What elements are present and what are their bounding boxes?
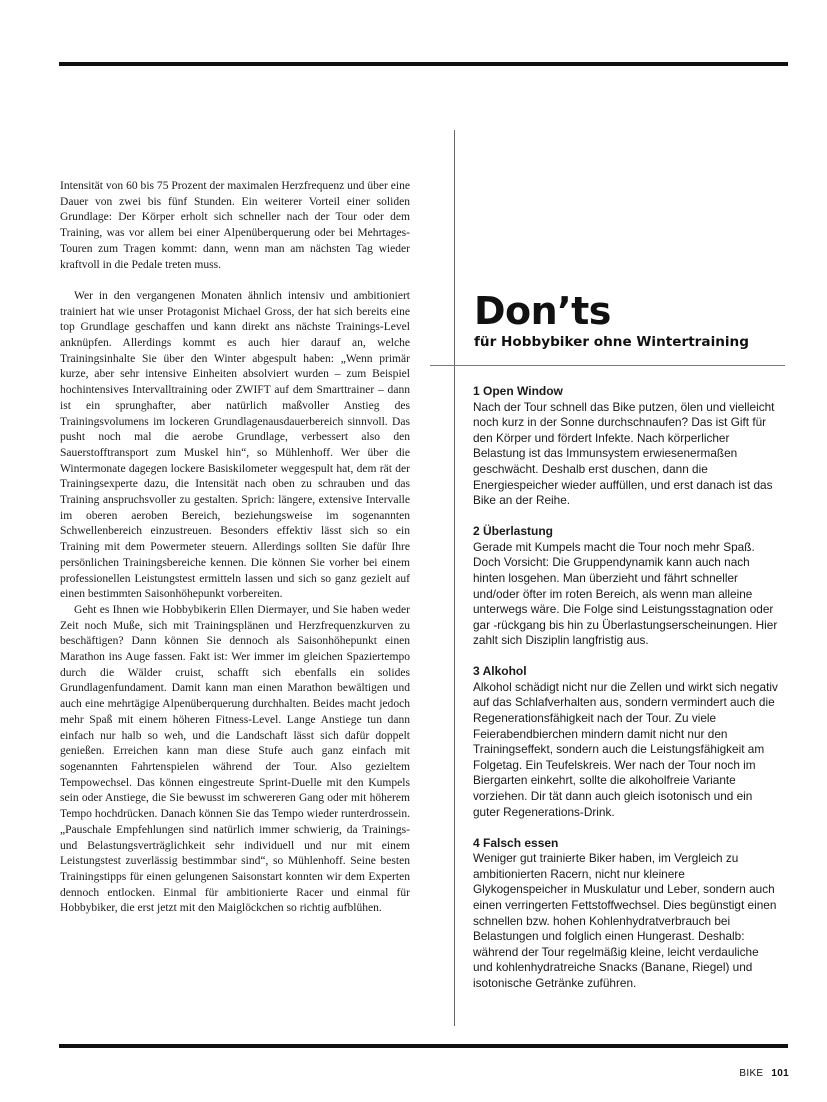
sidebar-subtitle: für Hobbybiker ohne Wintertraining — [474, 334, 749, 350]
magazine-name: BIKE — [739, 1068, 764, 1079]
article-body-column — [60, 179, 410, 917]
dont-item-title: 2 Überlastung — [473, 524, 554, 539]
dont-item-ueberlastung — [473, 524, 778, 649]
article-paragraph: Intensität von 60 bis 75 Prozent der maximalen Herzfrequenz und über eine Dauer von zwei bis fünf Stunden. Ein weiterer Vorteil einer soliden Grundlage: Der Körper erholt sich schneller nach der Tour oder dem Training, was vor allem bei einer Alpenüberquerung oder bei Mehrtages-Touren zum Tragen kommt: dann, wenn man am nächsten Tag wieder kraftvoll in die Pedale treten muss. — [60, 180, 410, 271]
column-divider — [454, 130, 455, 1026]
dont-item-alkohol — [473, 664, 778, 820]
dont-item-falsch-essen — [473, 836, 778, 992]
dont-item-text: Gerade mit Kumpels macht die Tour noch mehr Spaß. Doch Vorsicht: Die Gruppendynamik kann auch nach hinten losgehen. Man überzieht und fährt schneller und/oder öfter im roten Bereich, als wenn man alleine unterwegs wäre. Die Folge sind Leistungsstagnation oder gar -rückgang bis hin zu Überlastungserscheinungen. Hier zahlt sich Disziplin langfristig aus. — [473, 539, 778, 648]
sidebar-divider — [430, 365, 785, 366]
dont-item-title: 4 Falsch essen — [473, 835, 559, 850]
page-number: 101 — [771, 1068, 789, 1079]
donts-list — [473, 384, 778, 1007]
dont-item-title: 1 Open Window — [473, 384, 563, 398]
sidebar-title: Don’ts — [474, 289, 611, 333]
dont-item-text: Nach der Tour schnell das Bike putzen, ölen und vielleicht noch kurz in der Sonne durchschnaufen? Das ist Gift für den Körper und fördert Infekte. Nach körperlicher Belastung ist das Immunsystem erwiesenermaßen geschwächt. Deshalb erst duschen, dann die Energiespeicher wieder auffüllen, und erst danach ist das Bike an der Reihe. — [473, 399, 775, 508]
bottom-rule — [59, 1044, 788, 1048]
dont-item-text: Alkohol schädigt nicht nur die Zellen und wirkt sich negativ auf das Schlafverhalten aus, sondern vermindert auch die Regenerationsfähigkeit nach der Tour. Zu viele Feierabendbierchen mindern damit nicht nur den Trainingseffekt, sondern auch die Leistungsfähigkeit am Folgetag. Ein Teufelskreis. Wer nach der Tour noch im Biergarten einkehrt, sollte die alkoholfreie Variante vorziehen. Dir tät dann auch gleich isotonisch und ein guter Regenerations-Drink. — [473, 679, 778, 819]
article-paragraph: Wer in den vergangenen Monaten ähnlich intensiv und ambitioniert trainiert hat wie unser Protagonist Michael Gross, der hat sich bereits eine top Grundlage geschaffen und kann direkt ans nächste Trainings-Level anknüpfen. Allerdings kommt es auch hier darauf an, welche Trainingsinhalte Sie über den Winter abgespult haben: „Wenn primär kurze, aber sehr intensive Einheiten absolviert wurden – zum Beispiel hochintensives Intervalltraining oder ZWIFT auf dem Smarttrainer – dann ist ein sprunghafter, aber natürlich maßvoller Anstieg des Trainingsvolumens im lockeren Grundlagenausdauerbereich sinnvoll. Das pusht noch mal die aerobe Grundlage, verbessert also den Sauerstofftransport zum Muskel hin“, so Mühlenhoff. Wer über die Wintermonate dagegen lockere Basiskilometer weggespult hat, dem rät der Trainingsexperte dazu, die Intensität nach oben zu schrauben und das Training anspruchsvoller zu gestalten. Sprich: längere, extensive Intervalle im oberen aeroben Bereich, beziehungsweise im sogenannten Schwellenbereich einzustreuen. Besonders effektiv lässt sich so ein Training mit dem Powermeter steuern. Allerdings sollten Sie dafür Ihre persönlichen Trainingsbereiche kennen. Die können Sie vorher bei einem professionellen Leistungstest ermitteln lassen und sich so ganz gezielt auf einen bestimmten Saisonhöhepunkt vorbereiten. — [60, 289, 410, 601]
dont-item-text: Weniger gut trainierte Biker haben, im Vergleich zu ambitionierten Racern, nicht nur kleinere Glykogenspeicher in Muskulatur und Leber, sondern auch einen verringerten Fettstoffwechsel. Dies begünstigt einen schnellen bzw. hohen Kohlenhydratverbrauch bei Belastungen und folglich einen Hungerast. Deshalb: während der Tour regelmäßig kleine, leicht verdauliche und kohlenhydratreiche Snacks (Banane, Riegel) und isotonische Getränke zuführen. — [473, 851, 777, 990]
dont-item-title: 3 Alkohol — [473, 664, 527, 679]
dont-item-open-window — [473, 384, 778, 509]
article-paragraph: Geht es Ihnen wie Hobbybikerin Ellen Diermayer, und Sie haben weder Zeit noch Muße, sich mit Trainingsplänen und Herzfrequenzkurven zu beschäftigen? Dann können Sie dennoch als Saisonhöhepunkt einen Marathon ins Auge fassen. Fakt ist: Wer immer im gleichen Spaziertempo durch die Wälder cruist, schafft sich ebenfalls ein solides Grundlagenfundament. Damit kann man einen Marathon bewältigen und auch eine mehrtägige Alpenüberquerung durchhalten. Beides macht jedoch mehr Spaß mit einem höheren Fitness-Level. Lange Anstiege tun dann einfach nur halb so weh, und die Landschaft lässt sich dafür doppelt genießen. Erreichen kann man diese Stufe auch ganz einfach mit sogenannten Fahrtenspielen während der Tour. Also gezieltem Tempowechsel. Das können eingestreute Sprint-Duelle mit den Kumpels sein oder Anstiege, die Sie bewusst im schwereren Gang oder mit höherem Tempo hochdrücken. Danach können Sie das Tempo wieder runterdrossein. „Pauschale Empfehlungen sind natürlich immer schwierig, da Trainings- und Belastungsverträglichkeit sehr individuell und nur mit einem Leistungstest zuverlässig bestimmbar sind“, so Mühlenhoff. Seine besten Trainingstipps für einen gelungenen Saisonstart konnten wir dem Experten dennoch entlocken. Einmal für ambitionierte Racer und einmal für Hobbybiker, die erst jetzt mit den Maiglöckchen so richtig aufblühen. — [60, 603, 410, 915]
top-rule — [59, 62, 788, 66]
page-footer — [739, 1068, 789, 1079]
